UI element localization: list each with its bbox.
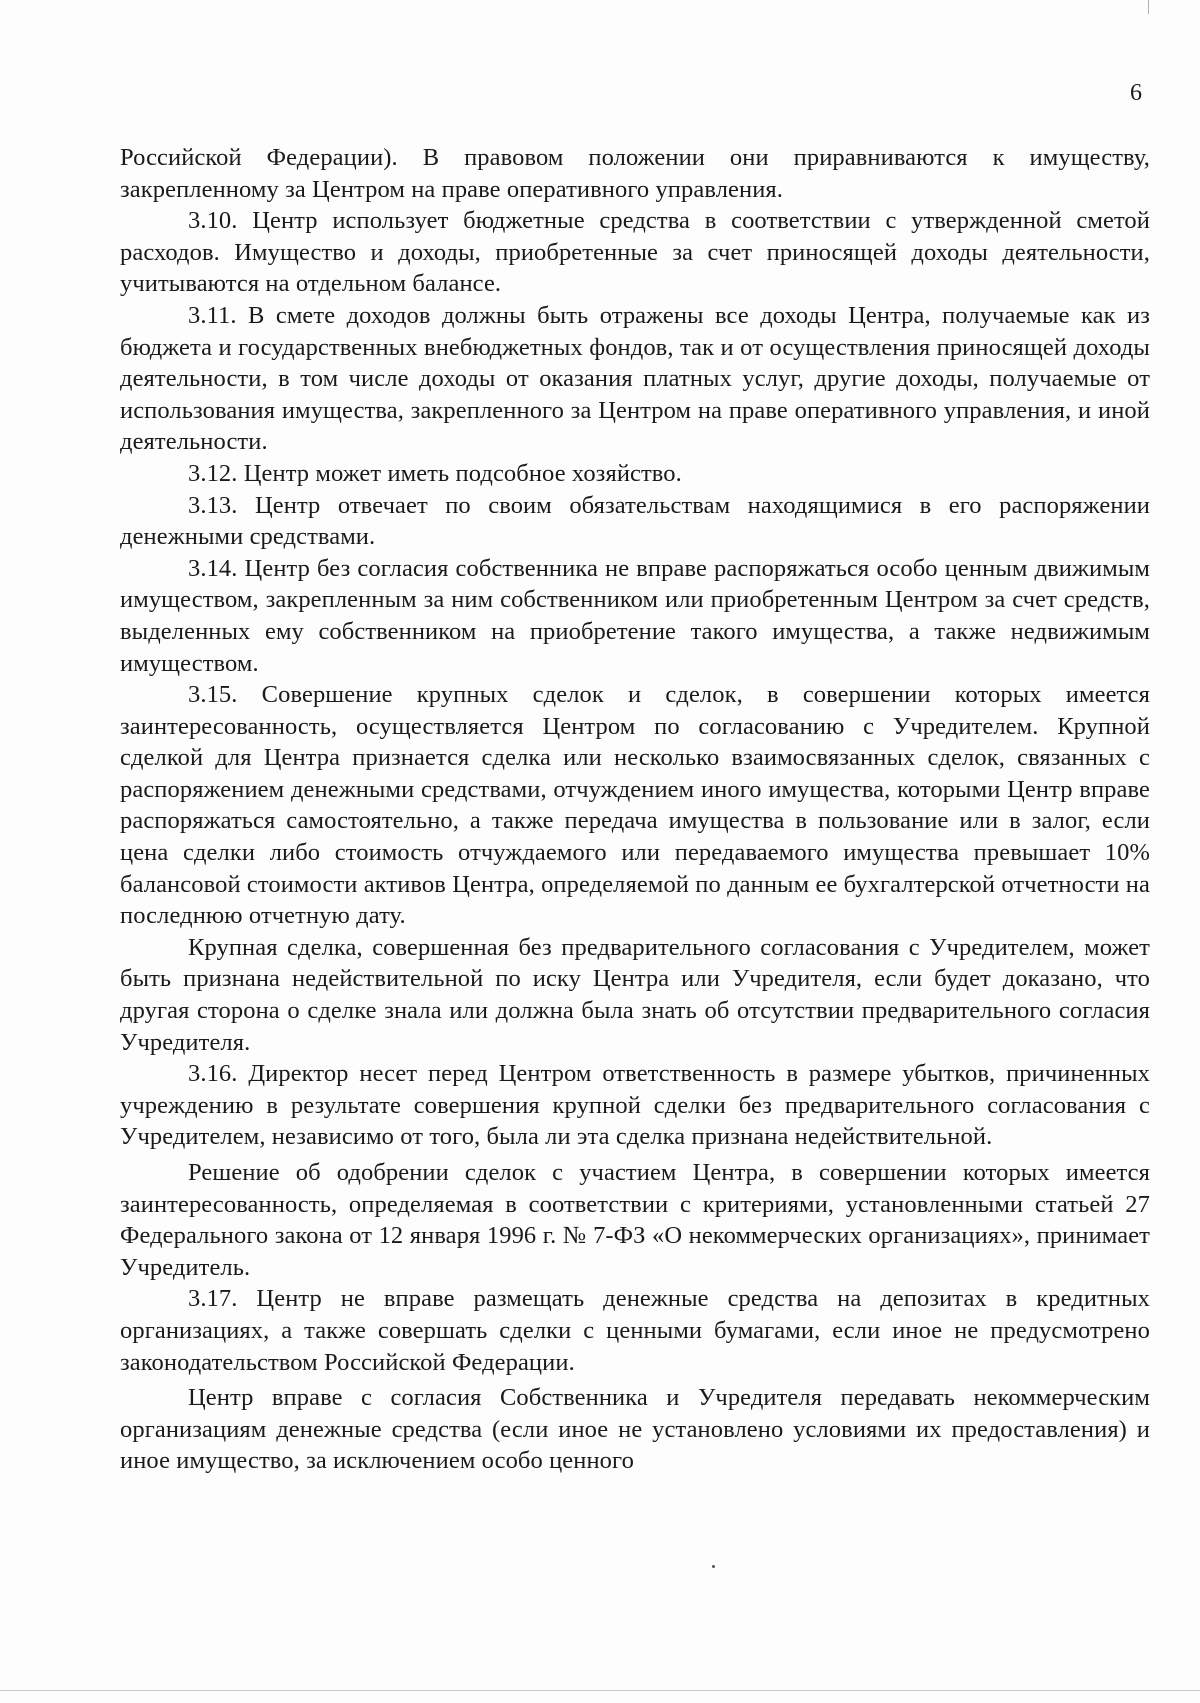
- paragraph: Решение об одобрении сделок с участием Центра, в совершении которых имеется заинтересованность, определяемая в соответствии с критериями, установленными статьей 27 Федерального закона от 12 января 1996 г. № 7-ФЗ «О некоммерческих организациях», принимает Учредитель.: [120, 1159, 1150, 1281]
- paragraph: 3.10. Центр использует бюджетные средства в соответствии с утвержденной сметой расходов. Имущество и доходы, приобретенные за счет приносящей доходы деятельности, учитываются на отдельном балансе.: [120, 207, 1150, 298]
- document-body: [120, 142, 1150, 1477]
- paragraph: Российской Федерации). В правовом положении они приравниваются к имуществу, закрепленному за Центром на праве оперативного управления.: [120, 144, 1150, 203]
- scan-artifact-bottom: [0, 1690, 1200, 1691]
- paragraph: 3.15. Совершение крупных сделок и сделок, в совершении которых имеется заинтересованность, осуществляется Центром по согласованию с Учредителем. Крупной сделкой для Центра признается сделка или несколько взаимосвязанных сделок, связанных с распоряжением денежными средствами, отчуждением иного имущества, которыми Центр вправе распоряжаться самостоятельно, а также передача имущества в пользование или в залог, если цена сделки либо стоимость отчуждаемого или передаваемого имущества превышает 10% балансовой стоимости активов Центра, определяемой по данным ее бухгалтерской отчетности на последнюю отчетную дату.: [120, 681, 1150, 930]
- scan-speck: [712, 1565, 715, 1568]
- paragraph: 3.11. В смете доходов должны быть отражены все доходы Центра, получаемые как из бюджета и государственных внебюджетных фондов, так и от осуществления приносящей доходы деятельности, в том числе доходы от оказания платных услуг, другие доходы, получаемые от использования имущества, закрепленного за Центром на праве оперативного управления, и иной деятельности.: [120, 301, 1150, 456]
- paragraph: 3.14. Центр без согласия собственника не вправе распоряжаться особо ценным движимым имуществом, закрепленным за ним собственником или приобретенным Центром за счет средств, выделенных ему собственником на приобретение такого имущества, а также недвижимым имуществом.: [120, 554, 1150, 677]
- scan-artifact-top: [1148, 0, 1149, 14]
- paragraph: 3.17. Центр не вправе размещать денежные средства на депозитах в кредитных организациях, а также совершать сделки с ценными бумагами, если иное не предусмотрено законодательством Российской Федерации.: [120, 1285, 1150, 1376]
- paragraph: 3.16. Директор несет перед Центром ответственность в размере убытков, причиненных учреждению в результате совершения крупной сделки без предварительного согласования с Учредителем, независимо от того, была ли эта сделка признана недействительной.: [120, 1060, 1150, 1151]
- paragraph: Крупная сделка, совершенная без предварительного согласования с Учредителем, может быть признана недействительной по иску Центра или Учредителя, если будет доказано, что другая сторона о сделке знала или должна была знать об отсутствии предварительного согласия Учредителя.: [120, 933, 1150, 1056]
- paragraph: 3.13. Центр отвечает по своим обязательствам находящимися в его распоряжении денежными средствами.: [120, 491, 1150, 551]
- paragraph: 3.12. Центр может иметь подсобное хозяйство.: [188, 459, 682, 487]
- paragraph: Центр вправе с согласия Собственника и Учредителя передавать некоммерческим организациям денежные средства (если иное не установлено условиями их предоставления) и иное имущество, за исключением особо ценного: [120, 1384, 1150, 1475]
- page-number: 6: [1130, 80, 1142, 106]
